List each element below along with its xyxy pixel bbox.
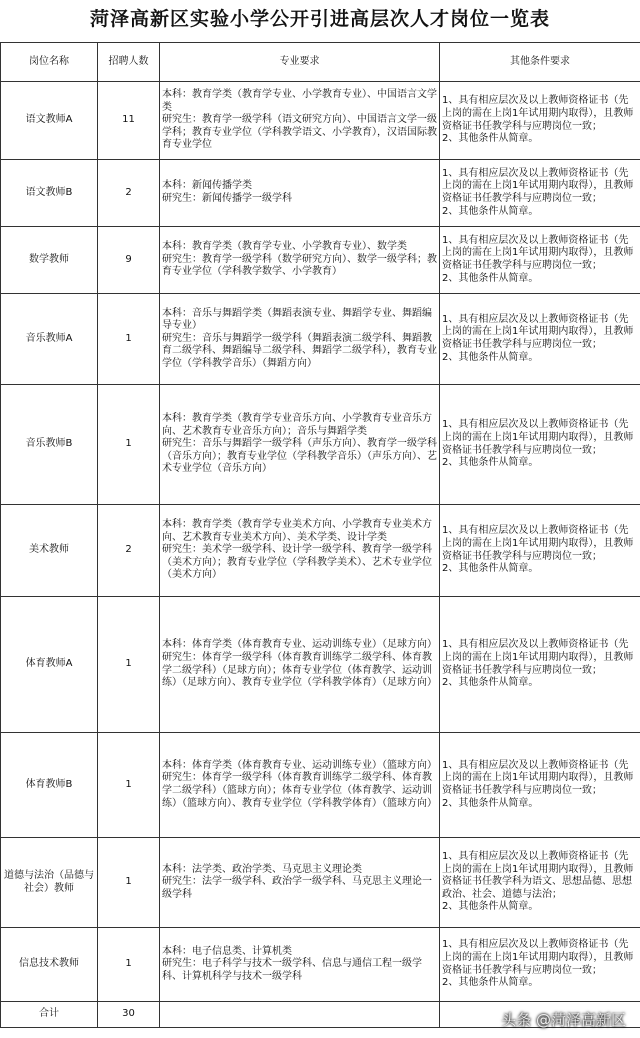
other-requirement: 1、具有相应层次及以上教师资格证书（先上岗的需在上岗1年试用期内取得），且教师资格证书任教学科与应聘岗位一致； 2、其他条件从简章。 — [440, 294, 640, 385]
table-row — [1, 385, 640, 505]
position-name: 体育教师A — [1, 597, 98, 733]
page-title: 菏泽高新区实验小学公开引进高层次人才岗位一览表 — [89, 8, 550, 30]
other-requirement: 1、具有相应层次及以上教师资格证书（先上岗的需在上岗1年试用期内取得），且教师资格证书任教学科为语文、思想品德、思想政治、社会、道德与法治； 2、其他条件从简章。 — [440, 838, 640, 928]
position-name: 音乐教师B — [1, 385, 98, 505]
position-count: 1 — [98, 733, 160, 838]
position-name: 信息技术教师 — [1, 928, 98, 1002]
col-header-other: 其他条件要求 — [440, 43, 640, 82]
position-name: 数学教师 — [1, 227, 98, 294]
other-requirement: 1、具有相应层次及以上教师资格证书（先上岗的需在上岗1年试用期内取得），且教师资格证书任教学科与应聘岗位一致； 2、其他条件从简章。 — [440, 385, 640, 505]
total-count: 30 — [98, 1002, 160, 1028]
table-row — [1, 227, 640, 294]
col-header-position: 岗位名称 — [1, 43, 98, 82]
position-count: 1 — [98, 597, 160, 733]
major-requirement: 本科：电子信息类、计算机类 研究生：电子科学与技术一级学科、信息与通信工程一级学科、计算机科学与技术一级学科 — [160, 928, 440, 1002]
positions-table — [0, 42, 640, 1028]
table-row — [1, 82, 640, 160]
major-requirement: 本科：教育学类（教育学专业、小学教育专业）、数学类 研究生：教育学一级学科（数学研究方向）、数学一级学科；教育专业学位（学科教学数学、小学教育） — [160, 227, 440, 294]
position-name: 体育教师B — [1, 733, 98, 838]
table-row — [1, 294, 640, 385]
position-name: 语文教师B — [1, 160, 98, 227]
other-requirement: 1、具有相应层次及以上教师资格证书（先上岗的需在上岗1年试用期内取得），且教师资格证书任教学科与应聘岗位一致； 2、其他条件从简章。 — [440, 160, 640, 227]
col-header-count: 招聘人数 — [98, 43, 160, 82]
position-name: 美术教师 — [1, 505, 98, 597]
position-count: 2 — [98, 505, 160, 597]
major-requirement: 本科：法学类、政治学类、马克思主义理论类 研究生：法学一级学科、政治学一级学科、马克思主义理论一级学科 — [160, 838, 440, 928]
position-count: 1 — [98, 294, 160, 385]
major-requirement: 本科：体育学类（体育教育专业、运动训练专业）（篮球方向） 研究生：体育学一级学科（体育教育训练学二级学科、体育教学二级学科）（篮球方向）；体育专业学位（体育教学、运动训练）（篮球方向）、教育专业学位（学科教学体育）（篮球方向） — [160, 733, 440, 838]
watermark: 头条 @菏泽高新区 — [501, 1011, 626, 1029]
position-count: 9 — [98, 227, 160, 294]
total-label: 合计 — [1, 1002, 98, 1028]
position-name: 道德与法治（品德与社会）教师 — [1, 838, 98, 928]
table-row — [1, 733, 640, 838]
other-requirement: 1、具有相应层次及以上教师资格证书（先上岗的需在上岗1年试用期内取得），且教师资格证书任教学科与应聘岗位一致； 2、其他条件从简章。 — [440, 505, 640, 597]
table-row — [1, 160, 640, 227]
position-count: 1 — [98, 385, 160, 505]
position-name: 语文教师A — [1, 82, 98, 160]
position-count: 11 — [98, 82, 160, 160]
position-name: 音乐教师A — [1, 294, 98, 385]
table-row — [1, 928, 640, 1002]
other-requirement: 1、具有相应层次及以上教师资格证书（先上岗的需在上岗1年试用期内取得），且教师资格证书任教学科与应聘岗位一致； 2、其他条件从简章。 — [440, 733, 640, 838]
major-requirement: 本科：体育学类（体育教育专业、运动训练专业）（足球方向） 研究生：体育学一级学科（体育教育训练学二级学科、体育教学二级学科）（足球方向）；体育专业学位（体育教学、运动训练）（足球方向）、教育专业学位（学科教学体育）（足球方向） — [160, 597, 440, 733]
other-requirement: 1、具有相应层次及以上教师资格证书（先上岗的需在上岗1年试用期内取得），且教师资格证书任教学科与应聘岗位一致； 2、其他条件从简章。 — [440, 928, 640, 1002]
empty-cell — [160, 1002, 440, 1028]
position-count: 1 — [98, 928, 160, 1002]
table-row — [1, 505, 640, 597]
major-requirement: 本科：教育学类（教育学专业、小学教育专业）、中国语言文学类 研究生：教育学一级学科（语文研究方向）、中国语言文学一级学科；教育专业学位（学科教学语文、小学教育），汉语国际教育专业学位 — [160, 82, 440, 160]
other-requirement: 1、具有相应层次及以上教师资格证书（先上岗的需在上岗1年试用期内取得），且教师资格证书任教学科与应聘岗位一致； 2、其他条件从简章。 — [440, 597, 640, 733]
position-count: 2 — [98, 160, 160, 227]
position-count: 1 — [98, 838, 160, 928]
header-row — [1, 43, 640, 82]
major-requirement: 本科：新闻传播学类 研究生：新闻传播学一级学科 — [160, 160, 440, 227]
col-header-major: 专业要求 — [160, 43, 440, 82]
other-requirement: 1、具有相应层次及以上教师资格证书（先上岗的需在上岗1年试用期内取得），且教师资格证书任教学科与应聘岗位一致； 2、其他条件从简章。 — [440, 82, 640, 160]
table-row — [1, 597, 640, 733]
major-requirement: 本科：教育学类（教育学专业美术方向、小学教育专业美术方向、艺术教育专业美术方向）、美术学类、设计学类 研究生：美术学一级学科、设计学一级学科、教育学一级学科（美术方向）；教育专业学位（学科教学美术）、艺术专业学位（美术方向） — [160, 505, 440, 597]
major-requirement: 本科：教育学类（教育学专业音乐方向、小学教育专业音乐方向、艺术教育专业音乐方向）；音乐与舞蹈学类 研究生：音乐与舞蹈学一级学科（声乐方向）、教育学一级学科（音乐方向）；教育专业学位（学科教学音乐）（声乐方向）、艺术专业学位（音乐方向） — [160, 385, 440, 505]
other-requirement: 1、具有相应层次及以上教师资格证书（先上岗的需在上岗1年试用期内取得），且教师资格证书任教学科与应聘岗位一致； 2、其他条件从简章。 — [440, 227, 640, 294]
major-requirement: 本科：音乐与舞蹈学类（舞蹈表演专业、舞蹈学专业、舞蹈编导专业） 研究生：音乐与舞蹈学一级学科（舞蹈表演二级学科、舞蹈教育二级学科、舞蹈编导二级学科、舞蹈学二级学科），教育专业学位（学科教学音乐）（舞蹈方向） — [160, 294, 440, 385]
table-row — [1, 838, 640, 928]
